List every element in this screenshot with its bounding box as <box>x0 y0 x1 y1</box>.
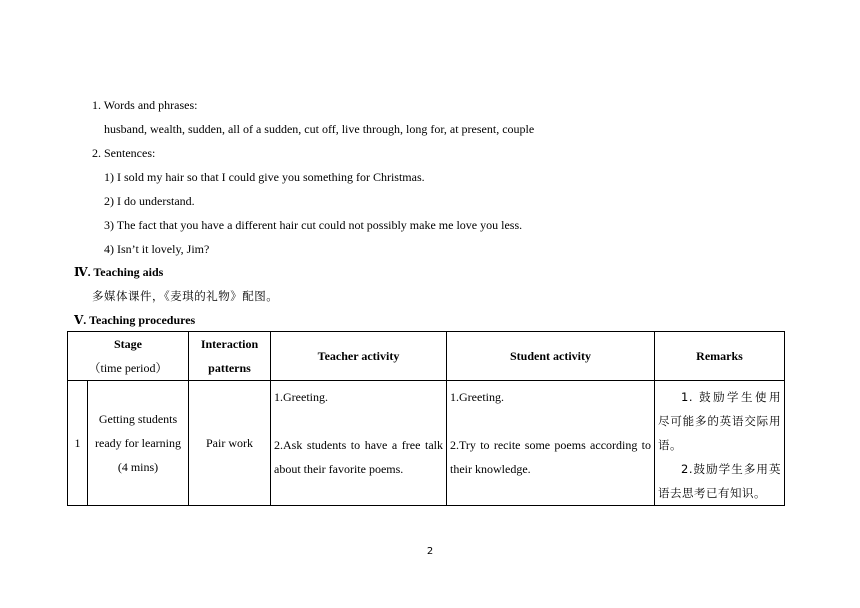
procedures-table <box>67 331 785 506</box>
table-row <box>68 381 785 506</box>
row-student-activity <box>447 381 655 506</box>
row-teacher-activity <box>271 381 447 506</box>
header-student-activity: Student activity <box>447 332 655 381</box>
sentence-3: 3) The fact that you have a different hair cut could not possibly make me love you less. <box>104 218 523 232</box>
objective-sentences-label: 2. Sentences: <box>92 146 156 160</box>
row-stage <box>88 381 189 506</box>
remark-1: 1. 鼓励学生使用尽可能多的英语交际用语。 <box>658 390 781 452</box>
teacher-activity-1: 1.Greeting. <box>274 390 328 404</box>
student-activity-1: 1.Greeting. <box>450 390 504 404</box>
objective-words-label: 1. Words and phrases: <box>92 98 198 112</box>
row-stage-line3: (4 mins) <box>117 460 159 474</box>
header-stage <box>68 332 189 381</box>
teaching-aids-heading: Ⅳ. Teaching aids <box>74 265 164 279</box>
student-activity-2: 2.Try to recite some poems according to their knowledge. <box>450 438 651 476</box>
header-teacher-activity: Teacher activity <box>271 332 447 381</box>
teacher-activity-2: 2.Ask students to have a free talk about their favorite poems. <box>274 438 443 476</box>
sentence-4: 4) Isn’t it lovely, Jim? <box>104 242 210 256</box>
teaching-procedures-heading: Ⅴ. Teaching procedures <box>74 313 196 327</box>
teaching-aids-text: 多媒体课件，《麦琪的礼物》配图。 <box>92 289 279 303</box>
table-header-row <box>68 332 785 381</box>
row-interaction: Pair work <box>189 381 271 506</box>
row-stage-line2: ready for learning <box>95 436 181 450</box>
header-stage-sub: （time period） <box>88 361 168 375</box>
sentence-2: 2) I do understand. <box>104 194 195 208</box>
row-stage-line1: Getting students <box>98 412 178 426</box>
page-number: 2 <box>426 546 434 557</box>
row-remarks <box>655 381 785 506</box>
header-interaction <box>189 332 271 381</box>
header-interaction-line1: Interaction <box>200 337 259 351</box>
sentence-1: 1) I sold my hair so that I could give you something for Christmas. <box>104 170 425 184</box>
header-remarks: Remarks <box>655 332 785 381</box>
header-stage-label: Stage <box>114 337 142 351</box>
header-interaction-line2: patterns <box>208 361 251 375</box>
row-number: 1 <box>68 381 88 506</box>
remark-2: 2.鼓励学生多用英语去思考已有知识。 <box>658 462 781 500</box>
objective-words-list: husband, wealth, sudden, all of a sudden, cut off, live through, long for, at present, couple <box>104 122 535 136</box>
